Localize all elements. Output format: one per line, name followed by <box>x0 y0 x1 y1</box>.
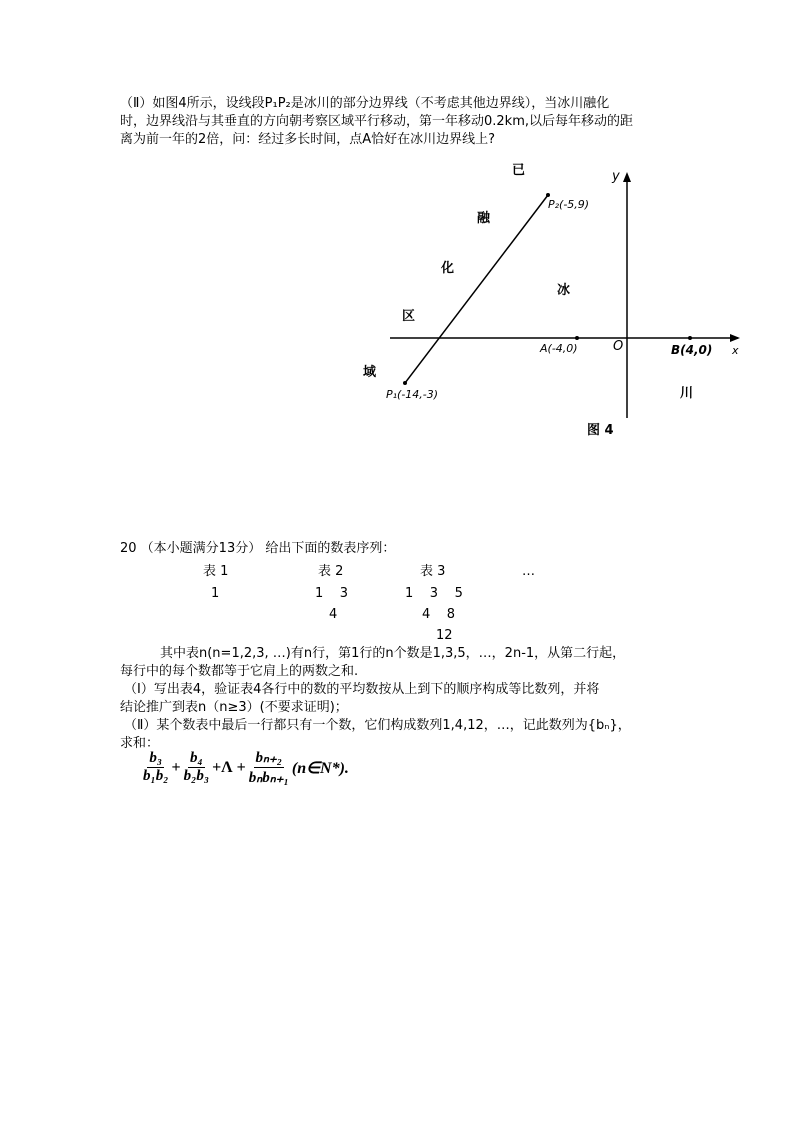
denominator: b₁b₂ <box>143 768 169 784</box>
table-2-row: 1 3 <box>315 586 349 601</box>
ellipsis-plus: +Λ + <box>212 758 246 776</box>
table-1-title: 表 1 <box>203 564 229 579</box>
p2-label: P₂(-5,9) <box>548 198 590 211</box>
domain-condition: (n∈N*). <box>291 759 349 777</box>
table-2-title: 表 2 <box>318 564 344 579</box>
point-b <box>688 336 692 340</box>
region-char: 区 <box>402 309 416 324</box>
fraction <box>143 750 168 785</box>
text-line: 求和： <box>120 736 160 751</box>
text-line: （Ⅰ）写出表4，验证表4各行中的数的平均数按从上到下的顺序构成等比数列，并将 <box>124 682 600 697</box>
more-tables: … <box>522 564 535 579</box>
denominator: b₂b₃ <box>183 768 210 784</box>
point-p1 <box>403 381 407 385</box>
region-char: 已 <box>512 163 526 178</box>
point-a-label: A(-4,0) <box>540 342 578 355</box>
table-2-row: 4 <box>329 607 338 622</box>
figure-caption: 图 4 <box>587 423 614 438</box>
table-3-title: 表 3 <box>420 564 446 579</box>
text-line: 每行中的每个数都等于它肩上的两数之和. <box>120 664 359 679</box>
numerator: bₙ₊₂ <box>255 750 283 766</box>
point-b-label: B(4,0) <box>671 343 713 357</box>
p1-label: P₁(-14,-3) <box>386 388 439 401</box>
text-line: 离为前一年的2倍，问：经过多长时间，点A恰好在冰川边界线上? <box>120 132 496 147</box>
text-line: 结论推广到表n（n≥3）(不要求证明)； <box>120 700 348 715</box>
numerator: b₄ <box>189 750 203 766</box>
table-1-row: 1 <box>211 586 220 601</box>
y-axis-arrow <box>623 172 631 182</box>
table-3-row: 12 <box>436 628 453 643</box>
fraction <box>249 748 289 787</box>
ice-char: 冰 <box>557 283 571 298</box>
text-line: （Ⅱ）某个数表中最后一行都只有一个数，它们构成数列1,4,12，…，记此数列为{bₙ}， <box>124 718 631 733</box>
numerator: b₃ <box>149 750 163 766</box>
origin-label: O <box>613 339 624 354</box>
region-char: 融 <box>477 211 491 226</box>
text-line: （Ⅱ）如图4所示，设线段P₁P₂是冰川的部分边界线（不考虑其他边界线），当冰川融化 <box>120 96 610 111</box>
x-label: x <box>732 344 739 357</box>
text-line: 时，边界线沿与其垂直的方向朝考察区域平行移动，第一年移动0.2km,以后每年移动的距 <box>120 114 633 129</box>
y-label: y <box>612 169 620 184</box>
x-axis-arrow <box>730 334 740 342</box>
sum-formula <box>143 748 349 787</box>
text-line: 其中表n(n=1,2,3, …)有n行，第1行的n个数是1,3,5，…，2n-1，从第二行起， <box>160 646 626 661</box>
q20-heading: 20 （本小题满分13分） 给出下面的数表序列： <box>120 541 396 556</box>
table-3-row: 1 3 5 <box>405 586 463 601</box>
table-3-row: 4 8 <box>422 607 456 622</box>
plus: + <box>171 758 181 776</box>
denominator: bₙbₙ₊₁ <box>248 770 289 786</box>
ice-char: 川 <box>680 386 694 401</box>
fraction <box>184 750 209 785</box>
region-char: 域 <box>363 365 377 380</box>
region-char: 化 <box>441 261 455 276</box>
